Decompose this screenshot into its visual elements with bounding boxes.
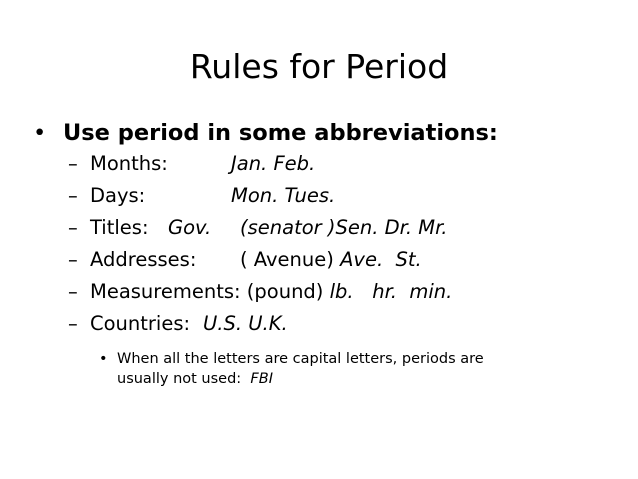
abbreviation-group <box>240 244 422 276</box>
main-bullet-text: Use period in some abbreviations: <box>63 120 498 146</box>
note-text <box>117 349 484 389</box>
abbreviation-examples: Mon. Tues. <box>231 184 336 207</box>
note-line-2-text: usually not used: <box>117 371 251 387</box>
dash-icon: – <box>68 312 78 335</box>
bullet-icon: • <box>33 120 47 146</box>
sub-item-label: Days: <box>90 184 146 207</box>
note-line-2 <box>117 369 484 389</box>
abbreviation-examples: (senator )Sen. Dr. Mr. <box>240 216 448 239</box>
note-example: FBI <box>250 371 273 387</box>
dash-icon: – <box>68 248 78 271</box>
bullet-icon: • <box>99 351 108 367</box>
sub-item-label: Addresses: <box>90 248 197 271</box>
sub-item-label: Titles: <box>90 216 149 239</box>
sub-item-label: Countries: <box>90 312 191 335</box>
sub-item-label: Measurements: (pound) <box>90 280 330 303</box>
abbreviation-examples: lb. hr. min. <box>329 280 453 303</box>
slide-title: Rules for Period <box>189 47 449 86</box>
dash-icon: – <box>68 184 78 207</box>
abbreviation-examples: Ave. St. <box>340 248 422 271</box>
abbreviation-examples: Gov. <box>168 216 212 239</box>
dash-icon: – <box>68 280 78 303</box>
abbreviation-examples: U.S. U.K. <box>203 312 288 335</box>
dash-icon: – <box>68 216 78 239</box>
dash-icon: – <box>68 152 78 175</box>
note-line-1: When all the letters are capital letters, periods are <box>117 351 484 367</box>
abbreviation-hint: ( Avenue) <box>240 248 341 271</box>
sub-item-label: Months: <box>90 152 168 175</box>
abbreviation-examples: Jan. Feb. <box>231 152 316 175</box>
sub-item-label-group <box>90 276 452 308</box>
